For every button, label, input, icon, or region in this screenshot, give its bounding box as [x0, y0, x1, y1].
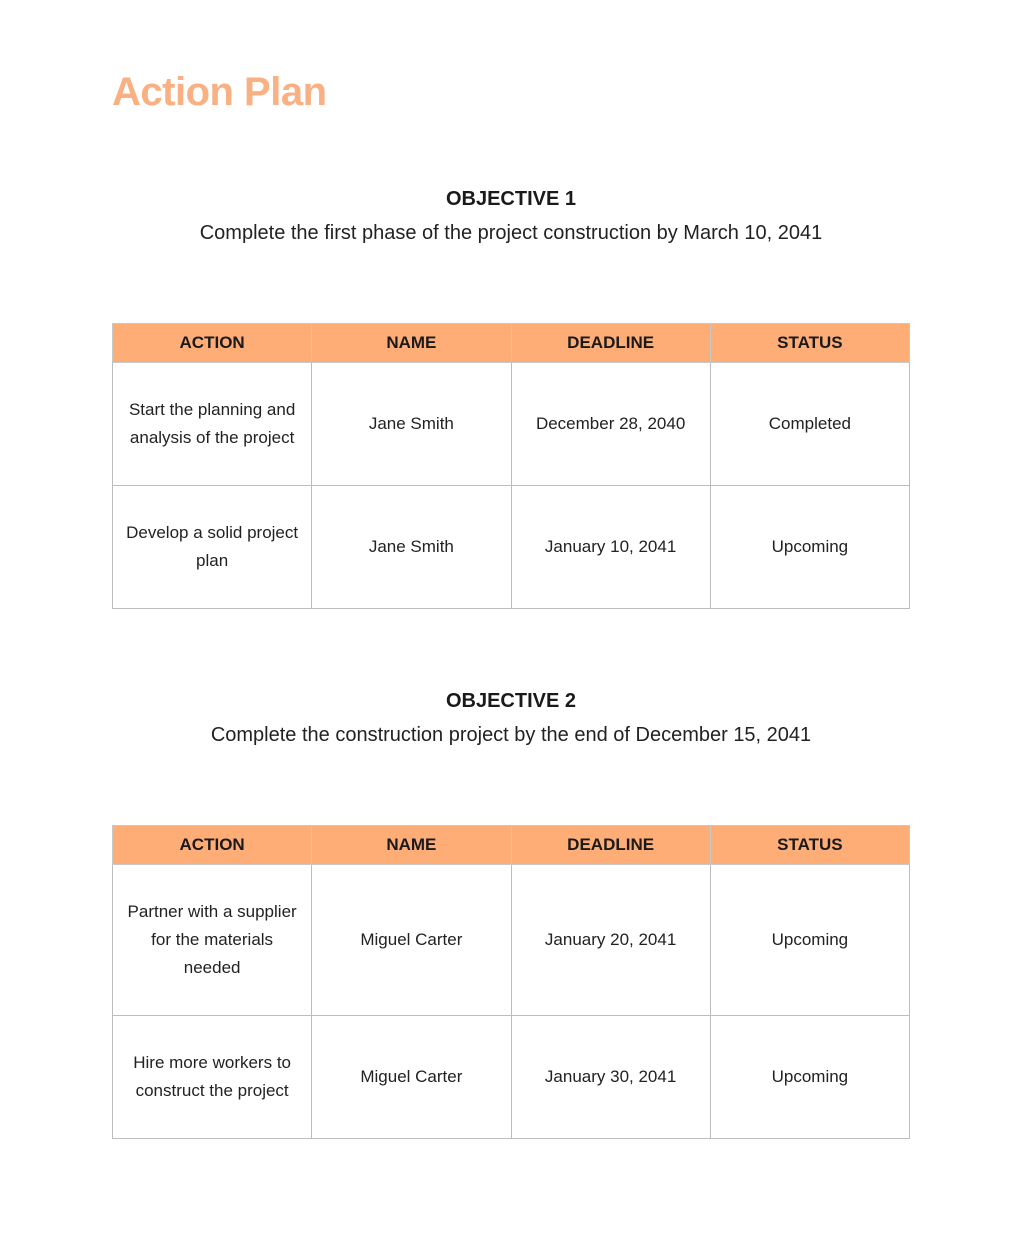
- table-header-row: [113, 826, 910, 865]
- name-cell: Jane Smith: [312, 486, 511, 609]
- deadline-cell: January 10, 2041: [511, 486, 710, 609]
- deadline-cell: December 28, 2040: [511, 363, 710, 486]
- table-row: [113, 363, 910, 486]
- status-cell: Upcoming: [710, 865, 909, 1016]
- objective-heading: OBJECTIVE 1: [445, 188, 577, 210]
- deadline-cell: January 30, 2041: [511, 1016, 710, 1139]
- objective-1-table: [112, 323, 910, 609]
- column-header-action: ACTION: [113, 324, 312, 363]
- table-row: [113, 1016, 910, 1139]
- name-cell: Jane Smith: [312, 363, 511, 486]
- table-row: [113, 486, 910, 609]
- status-cell: Completed: [710, 363, 909, 486]
- column-header-action: ACTION: [113, 826, 312, 865]
- action-cell: Develop a solid project plan: [113, 486, 312, 609]
- page-title: Action Plan: [112, 70, 327, 114]
- objective-heading: OBJECTIVE 2: [445, 690, 577, 712]
- name-cell: Miguel Carter: [312, 1016, 511, 1139]
- column-header-deadline: DEADLINE: [511, 324, 710, 363]
- objective-2-table: [112, 825, 910, 1139]
- status-cell: Upcoming: [710, 1016, 909, 1139]
- column-header-status: STATUS: [710, 826, 909, 865]
- table-header-row: [113, 324, 910, 363]
- action-cell: Hire more workers to construct the project: [113, 1016, 312, 1139]
- name-cell: Miguel Carter: [312, 865, 511, 1016]
- objective-description: Complete the first phase of the project construction by March 10, 2041: [199, 222, 823, 244]
- table-row: [113, 865, 910, 1016]
- action-cell: Partner with a supplier for the materials needed: [113, 865, 312, 1016]
- column-header-name: NAME: [312, 826, 511, 865]
- action-cell: Start the planning and analysis of the project: [113, 363, 312, 486]
- status-cell: Upcoming: [710, 486, 909, 609]
- column-header-name: NAME: [312, 324, 511, 363]
- column-header-deadline: DEADLINE: [511, 826, 710, 865]
- objective-description: Complete the construction project by the end of December 15, 2041: [210, 724, 812, 746]
- column-header-status: STATUS: [710, 324, 909, 363]
- deadline-cell: January 20, 2041: [511, 865, 710, 1016]
- objective-2-section: [112, 688, 910, 748]
- objective-1-section: [112, 186, 910, 246]
